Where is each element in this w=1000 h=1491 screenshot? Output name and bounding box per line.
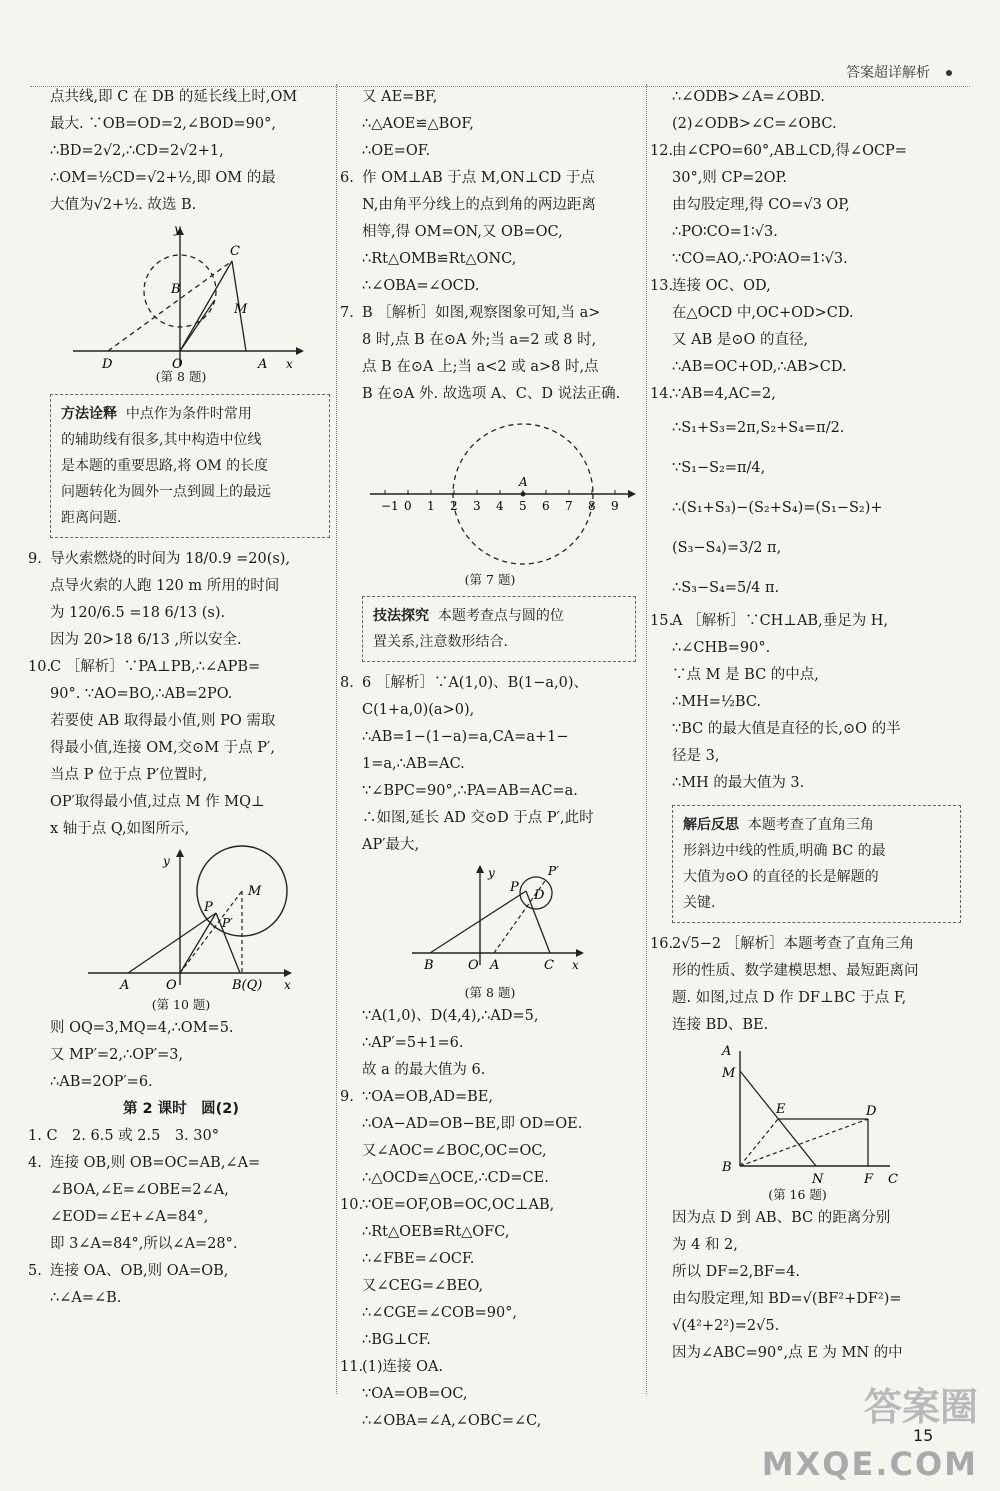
text-line: 又∠CEG=∠BEO, (362, 1278, 484, 1294)
text-line: 由勾股定理,得 CO=√3 OP, (672, 197, 850, 213)
text-line: 即 3∠A=84°,所以∠A=28°. (50, 1236, 238, 1252)
label-D: D (534, 888, 545, 903)
question-9 (28, 546, 334, 573)
figure-q16-svg (650, 1041, 950, 1191)
tip-text: 本题考查点与圆的位 (437, 608, 564, 624)
text-line: ∴∠FBE=∠OCF. (362, 1251, 475, 1267)
text-line: ∴AB=2OP′=6. (50, 1074, 153, 1090)
tip-box-technique (362, 596, 636, 662)
text-line: ∴∠ODB>∠A=∠OBD. (672, 89, 825, 105)
figure-caption: (第 10 题) (151, 997, 211, 1012)
figure-q7 (340, 410, 640, 588)
tick-label: 4 (496, 499, 504, 513)
text-line: 由勾股定理,知 BD=√(BF²+DF²)= (672, 1291, 902, 1307)
label-P: P (510, 880, 519, 895)
text-line: (S₃−S₄)=3/2 π, (672, 540, 782, 556)
tip-title: 方法诠释 (61, 406, 117, 422)
text-line: ∴如图,延长 AD 交⊙D 于点 P′,此时 (362, 810, 594, 826)
text-line: ∴BD=2√2,∴CD=2√2+1, (50, 143, 224, 159)
text-line: 在△OCD 中,OC+OD>CD. (672, 305, 854, 321)
tip-box-method (50, 394, 330, 538)
text-line: ∴AP′=5+1=6. (362, 1035, 464, 1051)
text-line: 当点 P 位于点 P′位置时, (50, 767, 208, 783)
question-6 (340, 165, 640, 192)
text-line: ∵A(1,0)、D(4,4),∴AD=5, (362, 1008, 539, 1024)
number-line-arrow (628, 490, 636, 498)
label-O: O (166, 978, 177, 993)
text-line: ∠BOA,∠E=∠OBE=2∠A, (50, 1182, 229, 1198)
header-title: 答案超详解析 (846, 65, 930, 81)
tip-text: 置关系,注意数形结合. (373, 634, 508, 650)
text-line: (2)∠ODB>∠C=∠OBC. (672, 116, 837, 132)
question-number: 11. (340, 1359, 364, 1375)
question-10 (340, 1192, 640, 1219)
label-C: C (888, 1172, 898, 1187)
tip-text: 的辅助线有很多,其中构造中位线 (61, 432, 262, 448)
tick-label: 6 (542, 499, 550, 513)
text-line: N,由角平分线上的点到角的两边距离 (362, 197, 596, 213)
label-B: B (424, 958, 434, 973)
text-line: ∴MH=½BC. (672, 694, 762, 710)
text-line: 8 时,点 B 在⊙A 外;当 a=2 或 8 时, (362, 332, 597, 348)
x-arrow (284, 969, 292, 977)
segment-BP (430, 891, 526, 953)
label-A: A (722, 1044, 732, 1059)
text-line: 又∠AOC=∠BOC,OC=OC, (362, 1143, 547, 1159)
question-number: 9. (340, 1089, 354, 1105)
text-line: ∵AB=4,AC=2, (672, 386, 776, 402)
label-D: D (102, 357, 113, 372)
figure-q8-svg (28, 221, 328, 381)
text-line: 则 OQ=3,MQ=4,∴OM=5. (50, 1020, 234, 1036)
tip-text: 大值为⊙O 的直径的长是解题的 (683, 869, 879, 885)
text-line: C ［解析］∵PA⊥PB,∴∠APB= (50, 659, 261, 675)
text-line: 2√5−2 ［解析］本题考查了直角三角 (672, 936, 915, 952)
text-line: OP′取得最小值,过点 M 作 MQ⊥ (50, 794, 265, 810)
dashed-line-DC (108, 261, 232, 351)
figure-caption: (第 8 题) (464, 985, 516, 1000)
question-number: 8. (340, 675, 354, 691)
tick-label: 0 (404, 499, 412, 513)
short-answers: 1. C 2. 6.5 或 2.5 3. 30° (28, 1128, 219, 1144)
tip-text: 距离问题. (61, 510, 122, 526)
tip-text: 问题转化为圆外一点到圆上的最远 (61, 484, 271, 500)
question-number: 13. (650, 278, 674, 294)
column-2 (340, 84, 640, 1435)
text-line: ∴PO∶CO=1∶√3. (672, 224, 778, 240)
label-B: B (722, 1160, 732, 1175)
text-line: 大值为√2+½. 故选 B. (50, 197, 197, 213)
label-C: C (544, 958, 554, 973)
text-line: 点导火索的人跑 120 m 所用的时间 (50, 578, 280, 594)
question-number: 5. (28, 1263, 42, 1279)
text-line: ∵∠BPC=90°,∴PA=AB=AC=a. (362, 783, 578, 799)
text-line: ∴△OCD≌△OCE,∴CD=CE. (362, 1170, 549, 1186)
text-line: 又 AE=BF, (362, 89, 438, 105)
column-divider (336, 84, 337, 1394)
segment-OM (180, 301, 214, 351)
label-A: A (490, 958, 500, 973)
text-line: ∴S₁+S₃=2π,S₂+S₄=π/2. (672, 420, 845, 436)
tick-label: 8 (588, 499, 596, 513)
text-line: ∴S₃−S₄=5/4 π. (672, 580, 780, 596)
text-line: ∴(S₁+S₃)−(S₂+S₄)=(S₁−S₂)+ (672, 500, 883, 516)
text-line: C(1+a,0)(a>0), (362, 702, 475, 718)
text-line: 由∠CPO=60°,AB⊥CD,得∠OCP= (672, 143, 907, 159)
question-number: 10. (340, 1197, 364, 1213)
text-line: ∴MH 的最大值为 3. (672, 775, 805, 791)
label-x: x (572, 958, 579, 972)
text-line: 连接 BD、BE. (672, 1017, 769, 1033)
tick-label: −1 (381, 499, 399, 513)
figure-q8b-svg (340, 861, 640, 985)
text-line: 作 OM⊥AB 于点 M,ON⊥CD 于点 (362, 170, 595, 186)
label-P: P (204, 900, 213, 915)
label-N: N (812, 1172, 824, 1187)
label-F: F (864, 1172, 874, 1187)
text-line: 得最小值,连接 OM,交⊙M 于点 P′, (50, 740, 275, 756)
section-heading: 第 2 课时 圆(2) (122, 1101, 240, 1117)
tick-label: 5 (519, 499, 527, 513)
text-line: 导火索燃烧的时间为 18/0.9 =20(s), (50, 551, 291, 567)
text-line: 连接 OC、OD, (672, 278, 771, 294)
label-A: A (120, 978, 130, 993)
text-line: ∴∠OBA=∠OCD. (362, 278, 480, 294)
label-x: x (284, 978, 291, 992)
text-line: 6 ［解析］∵A(1,0)、B(1−a,0)、 (362, 675, 589, 691)
label-M: M (234, 302, 248, 317)
text-line: 因为∠ABC=90°,点 E 为 MN 的中 (672, 1345, 903, 1361)
question-number: 7. (340, 305, 354, 321)
text-line: ∵OA=OB=OC, (362, 1386, 468, 1402)
question-number: 15. (650, 613, 674, 629)
figure-q8 (28, 221, 334, 386)
text-line: 又 AB 是⊙O 的直径, (672, 332, 809, 348)
figure-q10-svg (28, 845, 328, 995)
label-BQ: B(Q) (232, 978, 263, 993)
text-line: 因为点 D 到 AB、BC 的距离分别 (672, 1210, 891, 1226)
label-E: E (776, 1102, 786, 1117)
figure-q8b (340, 861, 640, 1001)
text-line: ∵CO=AO,∴PO∶AO=1∶√3. (672, 251, 848, 267)
text-line: ∴△AOE≌△BOF, (362, 116, 474, 132)
text-line: 1=a,∴AB=AC. (362, 756, 465, 772)
text-line: 若要使 AB 取得最小值,则 PO 需取 (50, 713, 276, 729)
question-15 (650, 608, 965, 635)
question-16 (650, 931, 965, 958)
text-line: ∴Rt△OMB≌Rt△ONC, (362, 251, 517, 267)
text-line: 所以 DF=2,BF=4. (672, 1264, 800, 1280)
label-P-prime: P′ (548, 864, 559, 878)
column-1 (28, 84, 334, 1312)
text-line: AP′最大, (362, 837, 420, 853)
text-line: x 轴于点 Q,如图所示, (50, 821, 190, 837)
question-10 (28, 654, 334, 681)
text-line: 因为 20>18 6/13 ,所以安全. (50, 632, 242, 648)
text-line: ∠EOD=∠E+∠A=84°, (50, 1209, 209, 1225)
text-line: ∴∠A=∠B. (50, 1290, 122, 1306)
text-line: 点 B 在⊙A 上;当 a<2 或 a>8 时,点 (362, 359, 599, 375)
question-13 (650, 273, 965, 300)
text-line: 点共线,即 C 在 DB 的延长线上时,OM (50, 89, 298, 105)
tip-title: 解后反思 (683, 817, 739, 833)
text-line: ∴AB=OC+OD,∴AB>CD. (672, 359, 847, 375)
label-M: M (248, 884, 262, 899)
text-line: 形的性质、数学建模思想、最短距离问 (672, 963, 919, 979)
text-line: 连接 OB,则 OB=OC=AB,∠A= (50, 1155, 261, 1171)
x-arrow (296, 347, 304, 355)
label-O: O (468, 958, 479, 973)
page-header (30, 60, 970, 87)
text-line: 相等,得 OM=ON,又 OB=OC, (362, 224, 563, 240)
segment-OC (180, 261, 232, 351)
text-line: (1)连接 OA. (362, 1359, 444, 1375)
label-A: A (519, 475, 528, 489)
label-y: y (488, 866, 495, 880)
page-number: 15 (913, 1426, 934, 1445)
text-line: ∴OM=½CD=√2+½,即 OM 的最 (50, 170, 276, 186)
text-line: ∵OE=OF,OB=OC,OC⊥AB, (362, 1197, 555, 1213)
question-number: 16. (650, 936, 674, 952)
figure-caption: (第 16 题) (768, 1187, 827, 1202)
label-O: O (172, 357, 183, 372)
question-4 (28, 1150, 334, 1177)
question-number: 9. (28, 551, 42, 567)
text-line: ∴AB=1−(1−a)=a,CA=a+1− (362, 729, 569, 745)
text-line: A ［解析］∵CH⊥AB,垂足为 H, (672, 613, 889, 629)
tip-text: 形斜边中线的性质,明确 BC 的最 (683, 843, 886, 859)
point-A (521, 492, 526, 497)
label-B: B (171, 282, 181, 297)
text-line: ∴BG⊥CF. (362, 1332, 431, 1348)
tick-label: 2 (450, 499, 458, 513)
question-11 (340, 1354, 640, 1381)
text-line: ∵OA=OB,AD=BE, (362, 1089, 493, 1105)
segment-OP (180, 913, 216, 973)
text-line: 连接 OA、OB,则 OA=OB, (50, 1263, 229, 1279)
text-line: ∴∠CHB=90°. (672, 640, 771, 656)
tick-label: 7 (565, 499, 573, 513)
header-dot (946, 70, 952, 76)
tip-title: 技法探究 (373, 608, 429, 624)
dashed-BE (740, 1119, 778, 1166)
label-C: C (230, 244, 240, 259)
question-7 (340, 300, 640, 327)
figure-caption: (第 8 题) (155, 369, 207, 384)
question-12 (650, 138, 965, 165)
label-P-prime: P′ (222, 916, 233, 930)
column-divider (646, 84, 647, 1394)
text-line: 又 MP′=2,∴OP′=3, (50, 1047, 184, 1063)
watermark-site: MXQE.COM (761, 1445, 978, 1483)
text-line: √(4²+2²)=2√5. (672, 1318, 780, 1334)
text-line: ∴OA−AD=OB−BE,即 OD=OE. (362, 1116, 583, 1132)
watermark-logo-text: 答案圈 (863, 1385, 978, 1429)
text-line: 径是 3, (672, 748, 720, 764)
text-line: ∴OE=OF. (362, 143, 431, 159)
question-number: 12. (650, 143, 674, 159)
text-line: 故 a 的最大值为 6. (362, 1062, 486, 1078)
figure-caption: (第 7 题) (464, 572, 516, 587)
text-line: 为 4 和 2, (672, 1237, 738, 1253)
question-9 (340, 1084, 640, 1111)
question-number: 14. (650, 386, 674, 402)
text-line: 90°. ∵AO=BO,∴AB=2PO. (50, 686, 233, 702)
x-arrow (576, 949, 584, 957)
tip-text: 关键. (683, 895, 716, 911)
text-line: ∵BC 的最大值是直径的长,⊙O 的半 (672, 721, 901, 737)
question-8 (340, 670, 640, 697)
question-number: 10. (28, 659, 52, 675)
text-line: ∴∠OBA=∠A,∠OBC=∠C, (362, 1413, 542, 1429)
question-number: 6. (340, 170, 354, 186)
text-line: 30°,则 CP=2OP. (672, 170, 787, 186)
y-arrow (176, 849, 184, 857)
tip-text: 是本题的重要思路,将 OM 的长度 (61, 458, 269, 474)
label-y: y (174, 222, 181, 236)
tick-label: 1 (427, 499, 435, 513)
text-line: B ［解析］如图,观察图象可知,当 a> (362, 305, 601, 321)
question-5 (28, 1258, 334, 1285)
text-line: ∴Rt△OEB≌Rt△OFC, (362, 1224, 510, 1240)
text-line: B 在⊙A 外. 故选项 A、C、D 说法正确. (362, 386, 621, 402)
y-arrow (476, 865, 484, 873)
tip-text: 中点作为条件时常用 (125, 406, 252, 422)
label-A: A (258, 357, 268, 372)
figure-q16 (650, 1041, 965, 1203)
text-line: 题. 如图,过点 D 作 DF⊥BC 于点 F, (672, 990, 907, 1006)
figure-q10 (28, 845, 334, 1013)
label-M: M (722, 1066, 736, 1081)
figure-q7-svg (340, 410, 640, 570)
text-line: ∵点 M 是 BC 的中点, (672, 667, 819, 683)
text-line: ∴∠CGE=∠COB=90°, (362, 1305, 518, 1321)
tip-box-reflection (672, 805, 961, 923)
tip-text: 本题考查了直角三角 (747, 817, 874, 833)
question-14 (650, 381, 965, 408)
label-y: y (163, 854, 170, 868)
label-D: D (866, 1104, 877, 1119)
text-line: 为 120/6.5 =18 6/13 (s). (50, 605, 226, 621)
column-3 (650, 84, 965, 1367)
tick-label: 3 (473, 499, 481, 513)
question-number: 4. (28, 1155, 42, 1171)
text-line: ∵S₁−S₂=π/4, (672, 460, 766, 476)
text-line: 最大. ∵OB=OD=2,∠BOD=90°, (50, 116, 276, 132)
tick-label: 9 (611, 499, 619, 513)
label-x: x (286, 357, 293, 371)
